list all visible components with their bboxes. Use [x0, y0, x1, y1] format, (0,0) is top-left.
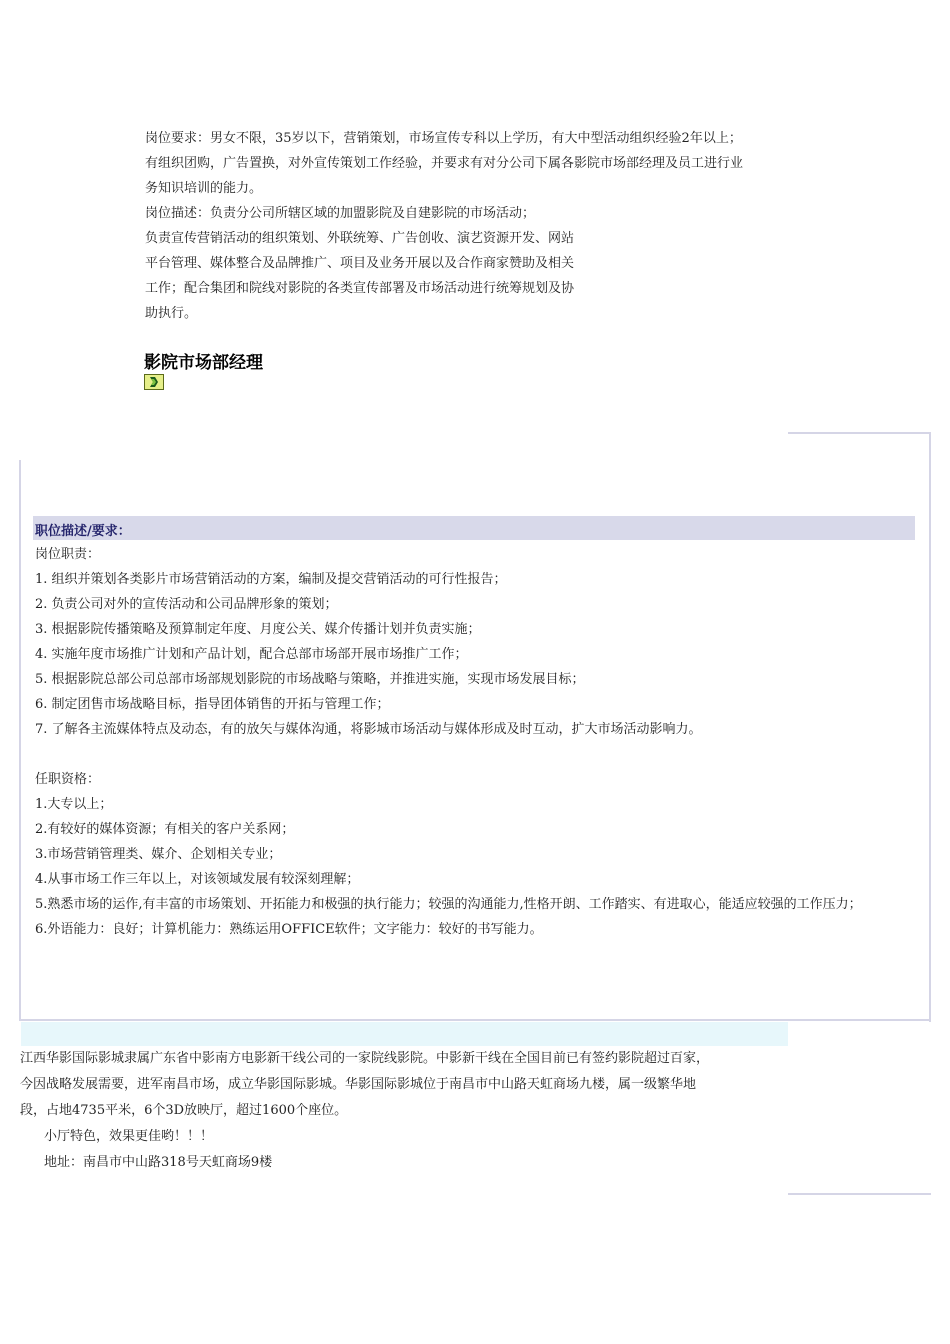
qualification-item: 5.熟悉市场的运作,有丰富的市场策划、开拓能力和极强的执行能力；较强的沟通能力,性格开朗、工作踏实、有进取心，能适应较强的工作压力；	[35, 897, 862, 912]
duties-heading: 岗位职责：	[35, 547, 101, 562]
duty-item: 3. 根据影院传播策略及预算制定年度、月度公关、媒介传播计划并负责实施；	[35, 622, 481, 637]
company-intro	[20, 1046, 800, 1176]
frame-top-line	[788, 432, 931, 434]
duty-item: 2. 负责公司对外的宣传活动和公司品牌形象的策划；	[35, 597, 338, 612]
qualification-item: 1.大专以上；	[35, 797, 113, 812]
intro-line: 务知识培训的能力。	[145, 181, 263, 196]
intro-line: 平台管理、媒体整合及品牌推广、项目及业务开展以及合作商家赞助及相关	[145, 256, 575, 271]
company-line: 江西华影国际影城隶属广东省中影南方电影新干线公司的一家院线影院。中影新干线在全国目前已有签约影院超过百家，	[20, 1051, 710, 1066]
intro-line: 岗位要求：男女不限，35岁以下，营销策划，市场宣传专科以上学历，有大中型活动组织经验2年以上；	[145, 131, 742, 146]
duty-item: 7. 了解各主流媒体特点及动态，有的放矢与媒体沟通，将影城市场活动与媒体形成及时互动，扩大市场活动影响力。	[35, 722, 702, 737]
frame-bottom-line	[19, 1019, 931, 1021]
company-address: 地址：南昌市中山路318号天虹商场9楼	[44, 1155, 273, 1170]
duty-item: 1. 组织并策划各类影片市场营销活动的方案，编制及提交营销活动的可行性报告；	[35, 572, 507, 587]
qualification-item: 2.有较好的媒体资源；有相关的客户关系网；	[35, 822, 295, 837]
intro-line: 有组织团购，广告置换，对外宣传策划工作经验，并要求有对分公司下属各影院市场部经理及员工进行业	[145, 156, 744, 171]
intro-line: 工作；配合集团和院线对影院的各类宣传部署及市场活动进行统筹规划及协	[145, 281, 575, 296]
frame-right-line	[929, 432, 931, 1022]
intro-line: 岗位描述：负责分公司所辖区域的加盟影院及自建影院的市场活动；	[145, 206, 536, 221]
qualification-item: 6.外语能力：良好；计算机能力：熟练运用OFFICE软件；文字能力：较好的书写能力。	[35, 922, 543, 937]
document-icon[interactable]	[144, 374, 164, 390]
company-line: 段，占地4735平米，6个3D放映厅，超过1600个座位。	[20, 1103, 348, 1118]
job-title: 影院市场部经理	[144, 353, 263, 373]
section-header-bar	[33, 516, 915, 540]
duty-item: 4. 实施年度市场推广计划和产品计划，配合总部市场部开展市场推广工作；	[35, 647, 468, 662]
duty-item: 6. 制定团售市场战略目标，指导团体销售的开拓与管理工作；	[35, 697, 390, 712]
qualifications-heading: 任职资格：	[35, 772, 101, 787]
qualification-item: 3.市场营销管理类、媒介、企划相关专业；	[35, 847, 282, 862]
duty-item: 5. 根据影院总部公司总部市场部规划影院的市场战略与策略，并推进实施，实现市场发展目标；	[35, 672, 585, 687]
frame-lower-line	[788, 1193, 931, 1195]
company-line: 今因战略发展需要，进军南昌市场，成立华影国际影城。华影国际影城位于南昌市中山路天虹商场九楼，属一级繁华地	[20, 1077, 697, 1092]
intro-line: 助执行。	[145, 306, 198, 321]
intro-text	[145, 126, 825, 326]
job-description	[35, 542, 915, 942]
qualification-item: 4.从事市场工作三年以上，对该领域发展有较深刻理解；	[35, 872, 360, 887]
frame-left-line	[19, 460, 21, 1020]
section-header: 职位描述/要求：	[35, 524, 131, 539]
company-header-bar	[21, 1022, 788, 1046]
company-slogan: 小厅特色，效果更佳哟！！！	[44, 1129, 214, 1144]
intro-line: 负责宣传营销活动的组织策划、外联统筹、广告创收、演艺资源开发、网站	[145, 231, 575, 246]
